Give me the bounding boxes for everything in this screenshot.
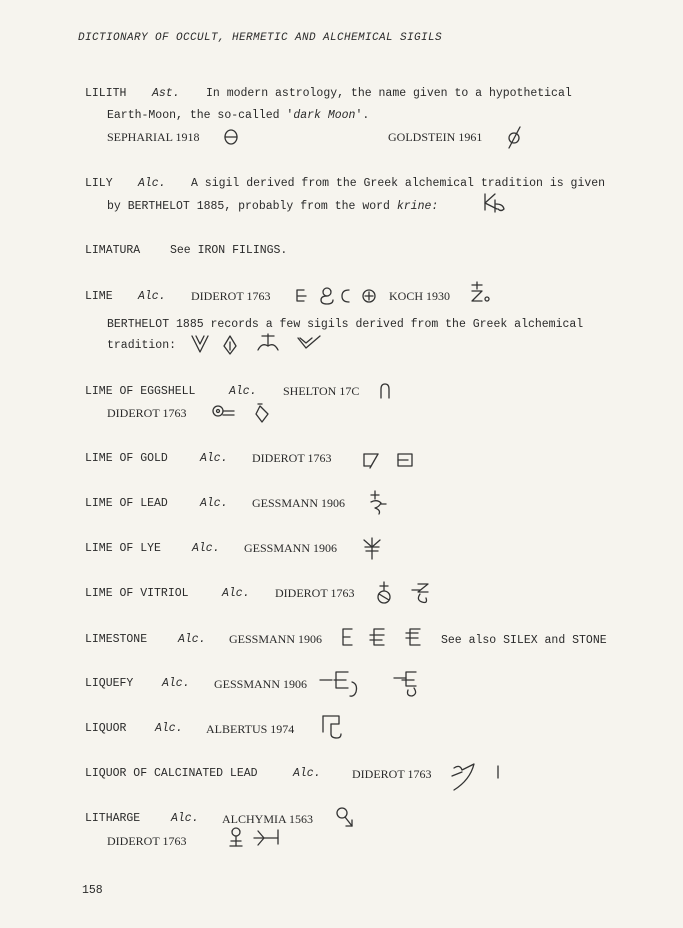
- entry-term: LIQUOR: [85, 722, 127, 735]
- entry-term: LITHARGE: [85, 812, 141, 825]
- entry-source: GESSMANN 1906: [252, 496, 346, 510]
- entry-category: Alc.: [222, 587, 250, 600]
- entry-text: Earth-Moon, the so-called 'dark Moon'.: [107, 109, 370, 122]
- entry-source: SHELTON 17C: [283, 384, 360, 398]
- entry-text: by BERTHELOT 1885, probably from the word krine:: [107, 200, 439, 213]
- entry-source: KOCH 1930: [389, 289, 451, 303]
- sigil-litharge-2: [228, 826, 284, 850]
- entry-text: tradition:: [107, 339, 177, 352]
- entry-source: GESSMANN 1906: [214, 677, 308, 691]
- entry-category: Alc.: [200, 452, 228, 465]
- entry-term: LIME OF VITRIOL: [85, 587, 189, 600]
- sigil-lilith-2: [506, 125, 524, 149]
- entry-category: Alc.: [200, 497, 228, 510]
- entry-category: Alc.: [178, 633, 206, 646]
- entry-category: Alc.: [171, 812, 199, 825]
- page-number: 158: [82, 884, 103, 897]
- sigil-lily: [482, 192, 510, 214]
- entry-text: BERTHELOT 1885 records a few sigils derived from the Greek alchemical: [107, 318, 584, 331]
- entry-source: ALCHYMIA 1563: [222, 812, 314, 826]
- entry-category: Alc.: [162, 677, 190, 690]
- sigil-lime-of-lead: [368, 490, 388, 516]
- entry-source: DIDEROT 1763: [352, 767, 432, 781]
- entry-source: SEPHARIAL 1918: [107, 130, 200, 144]
- running-header: DICTIONARY OF OCCULT, HERMETIC AND ALCHEMICAL SIGILS: [78, 32, 443, 44]
- entry-term: LILY: [85, 177, 113, 190]
- sigil-lime-of-lye: [362, 537, 382, 561]
- sigil-lime-group: [292, 286, 382, 306]
- entry-note: See also SILEX and STONE: [441, 634, 607, 647]
- entry-text: See IRON FILINGS.: [170, 244, 288, 257]
- sigil-litharge-1: [334, 806, 356, 830]
- entry-source: DIDEROT 1763: [107, 834, 187, 848]
- sigil-liquefy: [318, 668, 424, 700]
- entry-source: DIDEROT 1763: [252, 451, 332, 465]
- sigil-eggshell-2: [210, 400, 280, 426]
- entry-category: Alc.: [229, 385, 257, 398]
- entry-source: GESSMANN 1906: [244, 541, 338, 555]
- entry-term: LILITH: [85, 87, 127, 100]
- entry-term: LIQUEFY: [85, 677, 134, 690]
- entry-term: LIQUOR OF CALCINATED LEAD: [85, 767, 258, 780]
- sigil-liquor: [320, 714, 344, 740]
- entry-source: GOLDSTEIN 1961: [388, 130, 483, 144]
- entry-source: DIDEROT 1763: [275, 586, 355, 600]
- entry-term: LIMATURA: [85, 244, 141, 257]
- entry-term: LIME OF LYE: [85, 542, 161, 555]
- entry-category: Alc.: [192, 542, 220, 555]
- sigil-lime-of-vitriol: [376, 580, 434, 608]
- entry-source: DIDEROT 1763: [191, 289, 271, 303]
- entry-category: Alc.: [138, 177, 166, 190]
- sigil-lilith-1: [224, 128, 240, 146]
- sigil-lime-of-gold: [362, 450, 416, 470]
- sigil-limestone: [340, 627, 424, 647]
- entry-term: LIME OF EGGSHELL: [85, 385, 196, 398]
- entry-term: LIME OF LEAD: [85, 497, 168, 510]
- sigil-eggshell-1: [378, 382, 392, 400]
- sigil-lime-koch: [469, 281, 495, 305]
- entry-category: Alc.: [293, 767, 321, 780]
- entry-text: In modern astrology, the name given to a hypothetical: [206, 87, 572, 100]
- entry-source: GESSMANN 1906: [229, 632, 323, 646]
- entry-text: A sigil derived from the Greek alchemical tradition is given: [191, 177, 606, 190]
- entry-category: Alc.: [155, 722, 183, 735]
- entry-category: Alc.: [138, 290, 166, 303]
- entry-source: ALBERTUS 1974: [206, 722, 295, 736]
- entry-category: Ast.: [152, 87, 180, 100]
- sigil-liquor-of-calcinated-lead: [450, 762, 506, 792]
- entry-term: LIME OF GOLD: [85, 452, 168, 465]
- entry-term: LIME: [85, 290, 113, 303]
- entry-source: DIDEROT 1763: [107, 406, 187, 420]
- entry-term: LIMESTONE: [85, 633, 148, 646]
- sigil-lime-greek: [190, 332, 330, 356]
